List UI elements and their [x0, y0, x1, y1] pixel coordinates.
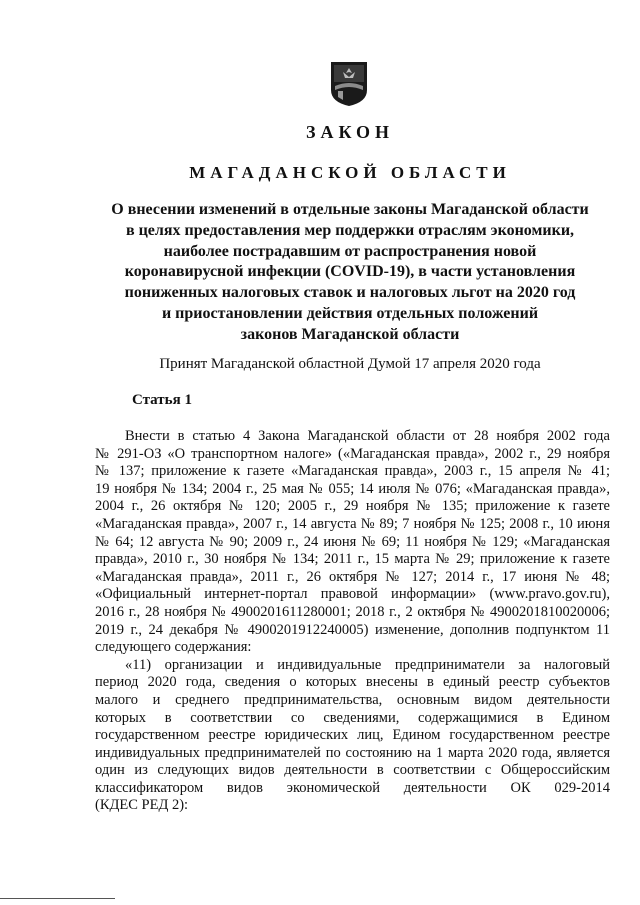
body-line: 2004 г., 26 октября № 120; 2005 г., 29 ноября № 135; приложение к газете: [95, 498, 610, 515]
body-line: следующего содержания:: [95, 639, 252, 656]
article-heading: Статья 1: [132, 392, 192, 408]
body-line: государственном реестре юридических лиц, Едином государственном реестре: [95, 727, 610, 744]
law-title: [90, 200, 610, 346]
coat-of-arms-icon: [329, 60, 369, 108]
body-line: «Магаданская правда», 2007 г., 14 августа № 89; 7 ноября № 125; 2008 г., 10 июня: [95, 515, 610, 532]
body-line: «11) организации и индивидуальные предприниматели за налоговый: [125, 656, 610, 673]
region-heading: МАГАДАНСКОЙ ОБЛАСТИ: [189, 163, 511, 182]
body-line: которых в соответствии со сведениями, содержащимися в Едином: [95, 709, 610, 726]
footnote-divider: [0, 898, 115, 899]
body-line: правда», 2010 г., 30 ноября № 134; 2011 г., 15 марта № 29; приложение к газете: [95, 551, 610, 568]
body-line: «Официальный интернет-портал правовой информации» (www.pravo.gov.ru),: [95, 586, 610, 603]
adoption-note: Принят Магаданской областной Думой 17 апреля 2020 года: [159, 356, 541, 372]
law-title-line: в целях предоставления мер поддержки отраслям экономики,: [125, 221, 575, 239]
law-title-line: пониженных налоговых ставок и налоговых льгот на 2020 год: [124, 284, 576, 302]
body-line: классификатором видов экономической деятельности ОК 029-2014: [95, 779, 610, 796]
law-title-line: О внесении изменений в отдельные законы Магаданской области: [111, 201, 589, 218]
law-title-line: и приостановлении действия отдельных положений: [161, 304, 539, 322]
body-line: № 64; 12 августа № 90; 2009 г., 24 июня № 69; 11 ноября № 129; «Магаданская: [95, 533, 610, 550]
body-line: «Магаданская правда», 2011 г., 26 октября № 127; 2014 г., 17 июня № 48;: [95, 568, 610, 585]
body-line: индивидуальных предпринимателей по состоянию на 1 марта 2020 года, является: [95, 744, 610, 761]
law-title-line: наиболее пострадавшим от распространения новой: [163, 242, 537, 260]
law-title-line: коронавирусной инфекции (COVID-19), в части установления: [124, 263, 576, 281]
body-line: № 137; приложение к газете «Магаданская правда», 2003 г., 15 апреля № 41;: [95, 463, 610, 480]
body-line: (КДЕС РЕД 2):: [95, 797, 189, 814]
body-line: период 2020 года, сведения о которых внесены в единый реестр субъектов: [95, 674, 610, 691]
document-type-heading: ЗАКОН: [305, 122, 395, 142]
body-line: малого и среднего предпринимательства, основным видом деятельности: [95, 691, 610, 708]
law-title-line: законов Магаданской области: [240, 325, 460, 343]
body-line: № 291-ОЗ «О транспортном налоге» («Магаданская правда», 2002 г., 29 ноября: [95, 445, 610, 462]
body-line: один из следующих видов деятельности в соответствии с Общероссийским: [95, 762, 610, 779]
body-line: 2016 г., 28 ноября № 4900201611280001; 2018 г., 2 октября № 4900201810020006;: [95, 603, 610, 620]
body-line: Внести в статью 4 Закона Магаданской области от 28 ноября 2002 года: [125, 428, 610, 444]
body-line: 2019 г., 24 декабря № 4900201912240005) изменение, дополнив подпунктом 11: [95, 621, 610, 638]
body-line: 19 ноября № 134; 2004 г., 25 мая № 055; 14 июля № 076; «Магаданская правда»,: [95, 480, 610, 497]
article-body: [95, 428, 610, 815]
